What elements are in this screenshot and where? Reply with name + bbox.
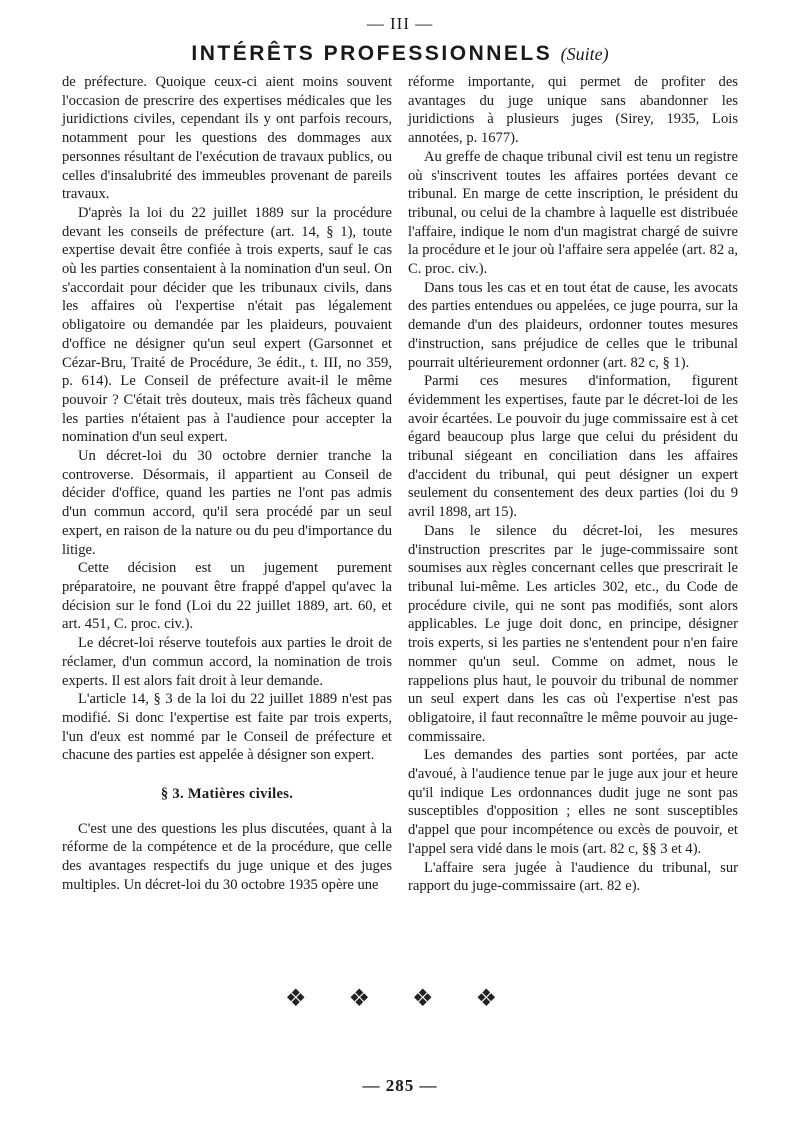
running-head-title: INTÉRÊTS PROFESSIONNELS: [191, 42, 553, 65]
paragraph: Un décret-loi du 30 octobre dernier tranche la controverse. Désormais, il appartient au Conseil de décider d'office, quand les parties ne l'ont pas admis d'un commun accord, qu'il sera procédé par un seul expert, en raison de la nature ou du peu d'importance du litige.: [62, 448, 392, 558]
roman-page-number: — III —: [366, 14, 434, 33]
left-column: [62, 73, 392, 895]
ornament-divider-icon: ❖ ❖ ❖ ❖: [284, 986, 516, 1012]
paragraph: Au greffe de chaque tribunal civil est tenu un registre où s'inscrivent toutes les affaires portées devant ce tribunal. En marge de cette inscription, le président du tribunal, ou celui de la chambre à laquelle est distribuée l'affaire, indique le nom d'un magistrat chargé de suivre la procédure et le jour où l'affaire sera appelée (art. 82 a, C. proc. civ.).: [408, 148, 738, 278]
paragraph: L'affaire sera jugée à l'audience du tribunal, sur rapport du juge-commissaire (art. 82 e).: [408, 859, 738, 895]
running-head-suffix: (Suite): [560, 44, 609, 64]
section-heading: § 3. Matières civiles.: [160, 786, 294, 803]
paragraph: Parmi ces mesures d'information, figurent évidemment les expertises, faute par le décret-loi de les avoir écartées. Le pouvoir du juge commissaire est à cet égard beaucoup plus large que celui du président du tribunal siégeant en conciliation dans les affaires d'accident du tribunal, qui peut désigner un expert seulement du consentement des deux parties (loi du 9 avril 1898, art 15).: [408, 373, 738, 521]
paragraph: Dans tous les cas et en tout état de cause, les avocats des parties entendues ou appelées, ce juge pourra, sur la demande d'un des plaideurs, ordonner toutes mesures d'instruction, sans préjudice de celles que le tribunal pourrait ultérieurement ordonner (art. 82 c, § 1).: [408, 279, 738, 371]
paragraph: Les demandes des parties sont portées, par acte d'avoué, à l'audience tenue par le juge aux jour et heure qu'il indique Les ordonnances dudit juge ne sont pas susceptibles d'opposition ; elles ne sont susceptibles d'appel que pour incompétence ou excès de pouvoir, et l'appel sera vidé dans le mois (art. 82 c, §§ 3 et 4).: [408, 747, 738, 857]
right-column: [408, 73, 738, 896]
paragraph: D'après la loi du 22 juillet 1889 sur la procédure devant les conseils de préfecture (art. 14, § 1), toute expertise devait être confiée à trois experts, sauf le cas où les parties consentaient à la nomination d'un seul. On s'accordait pour décider que les tribunaux civils, dans les affaires où l'expertise n'était pas légalement obligatoire ou demandée par les plaideurs, pouvaient d'office ne désigner qu'un seul expert (Garsonnet et Cézar-Bru, Traité de Procédure, 3e édit., t. III, no 359, p. 614). Le Conseil de préfecture avait-il le même pouvoir ? C'était très douteux, mais très fâcheux quand les parties n'étaient pas à l'audience pour accepter la nomination d'un seul expert.: [62, 204, 392, 446]
page-number: — 285 —: [362, 1076, 438, 1095]
paragraph: C'est une des questions les plus discutées, quant à la réforme de la compétence et de la procédure, que celle des avantages respectifs du juge unique et des juges multiples. Un décret-loi du 30 octobre 1935 opère une: [62, 820, 392, 893]
paragraph: Le décret-loi réserve toutefois aux parties le droit de réclamer, d'un commun accord, la nomination de trois experts. Il est alors fait droit à leur demande.: [62, 635, 392, 689]
paragraph: de préfecture. Quoique ceux-ci aient moins souvent l'occasion de prescrire des expertises médicales que les juridictions civiles, cependant ils y ont parfois recours, notamment pour les questions des dommages aux personnes résultant de l'exécution de travaux publics, ou celles d'insalubrité des immeubles provenant de pareils travaux.: [62, 74, 392, 203]
paragraph: Dans le silence du décret-loi, les mesures d'instruction prescrites par le juge-commissaire sont soumises aux règles concernant celles que prescrirait le tribunal lui-même. Les articles 302, etc., du Code de procédure civile, qui ne sont pas modifiés, sont alors applicables. Le juge doit donc, en principe, désigner trois experts, si les parties ne s'entendent pour n'en faire nommer qu'un seul. Comme on admet, nous le rappelions plus haut, le pouvoir du tribunal de nommer un seul expert dans les cas où l'expertise n'est pas obligatoire, il faut reconnaître le même pouvoir au juge-commissaire.: [408, 522, 738, 745]
running-head: [0, 42, 800, 66]
paragraph: L'article 14, § 3 de la loi du 22 juillet 1889 n'est pas modifié. Si donc l'expertise est faite par trois experts, l'un d'eux est nommé par le Conseil de préfecture et chacune des parties est appelée à désigner son expert.: [62, 691, 392, 764]
paragraph: réforme importante, qui permet de profiter des avantages du juge unique sans abandonner les juridictions à plusieurs juges (Sirey, 1935, Lois annotées, p. 1677).: [408, 74, 738, 147]
paragraph: Cette décision est un jugement purement préparatoire, ne pouvant être frappé d'appel qu'avec la décision sur le fond (Loi du 22 juillet 1889, art. 60, et art. 451, C. proc. civ.).: [62, 560, 392, 633]
